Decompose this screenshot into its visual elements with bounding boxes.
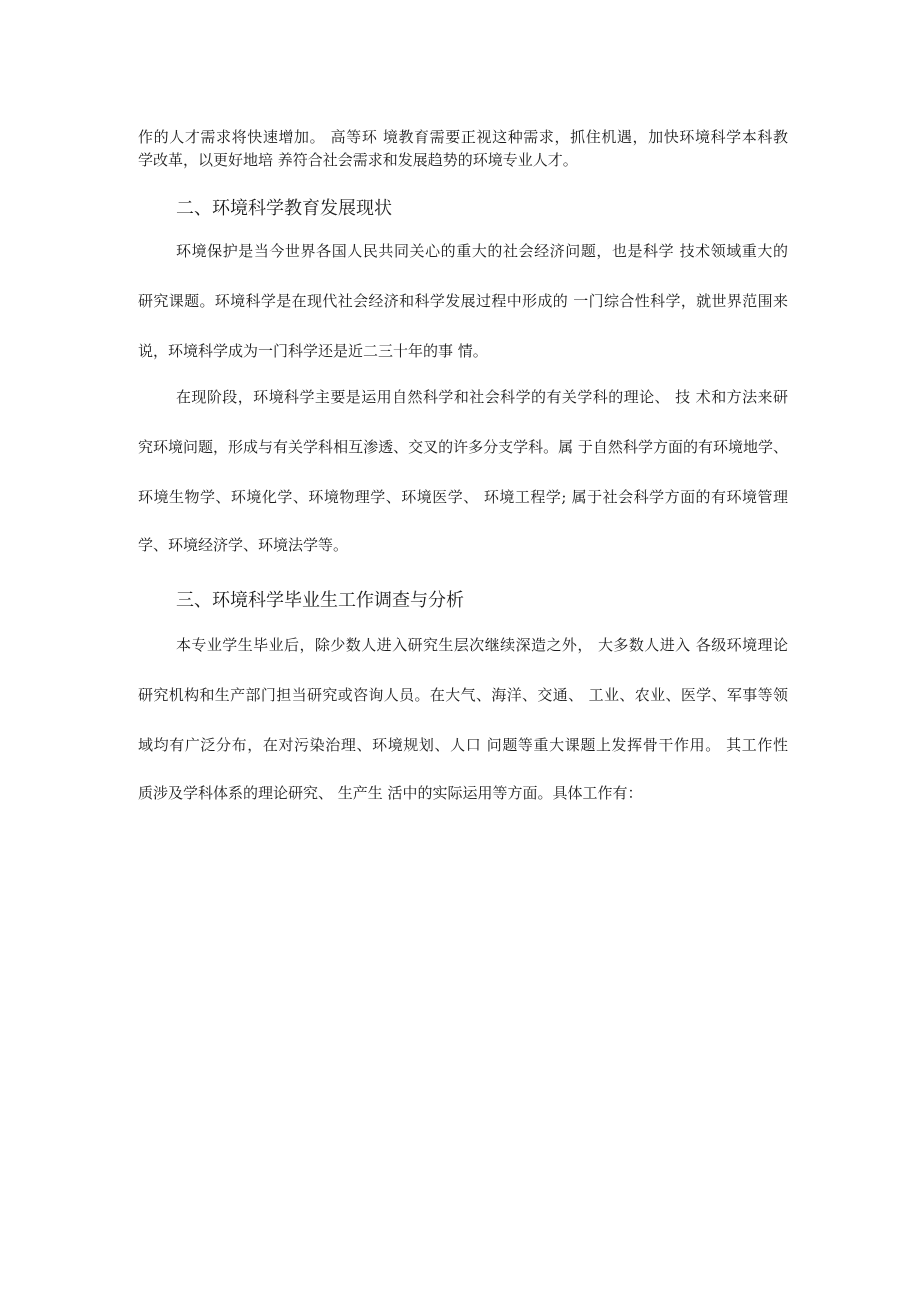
s2-p1-line-2: 研究课题。环境科学是在现代社会经济和科学发展过程中形成的 一门综合性科学，就世界范围来	[138, 292, 788, 310]
s3-p1-line-4: 质涉及学科体系的理论研究、 生产生 活中的实际运用等方面。具体工作有：	[138, 784, 643, 802]
intro-line-2: 学改革，以更好地培 养符合社会需求和发展趋势的环境专业人才。	[138, 151, 578, 169]
s2-p1-line-1: 环境保护是当今世界各国人民共同关心的重大的社会经济问题，也是科学 技术领域重大的	[176, 242, 788, 260]
s3-p1-line-3: 域均有广泛分布，在对污染治理、环境规划、人口 问题等重大课题上发挥骨干作用。 其工作性	[138, 736, 788, 754]
s2-p2-line-2: 究环境问题，形成与有关学科相互渗透、交叉的许多分支学科。属 于自然科学方面的有环境地学、	[138, 438, 788, 456]
section-3-heading: 三、环境科学毕业生工作调查与分析	[176, 590, 464, 611]
s3-p1-line-1: 本专业学生毕业后，除少数人进入研究生层次继续深造之外， 大多数人进入 各级环境理论	[176, 636, 788, 654]
s2-p2-line-4: 学、环境经济学、环境法学等。	[138, 536, 349, 554]
s2-p1-line-3: 说，环境科学成为一门科学还是近二三十年的事 情。	[138, 342, 488, 360]
s2-p2-line-1: 在现阶段，环境科学主要是运用自然科学和社会科学的有关学科的理论、 技 术和方法来研	[176, 388, 788, 406]
s3-p1-line-2: 研究机构和生产部门担当研究或咨询人员。在大气、海洋、交通、 工业、农业、医学、军事等领	[138, 686, 788, 704]
s2-p2-line-3: 环境生物学、环境化学、环境物理学、环境医学、 环境工程学; 属于社会科学方面的有环境管理	[138, 488, 788, 506]
intro-line-1: 作的人才需求将快速增加。 高等环 境教育需要正视这种需求，抓住机遇，加快环境科学本科教	[138, 128, 788, 146]
section-2-heading: 二、环境科学教育发展现状	[176, 198, 392, 219]
